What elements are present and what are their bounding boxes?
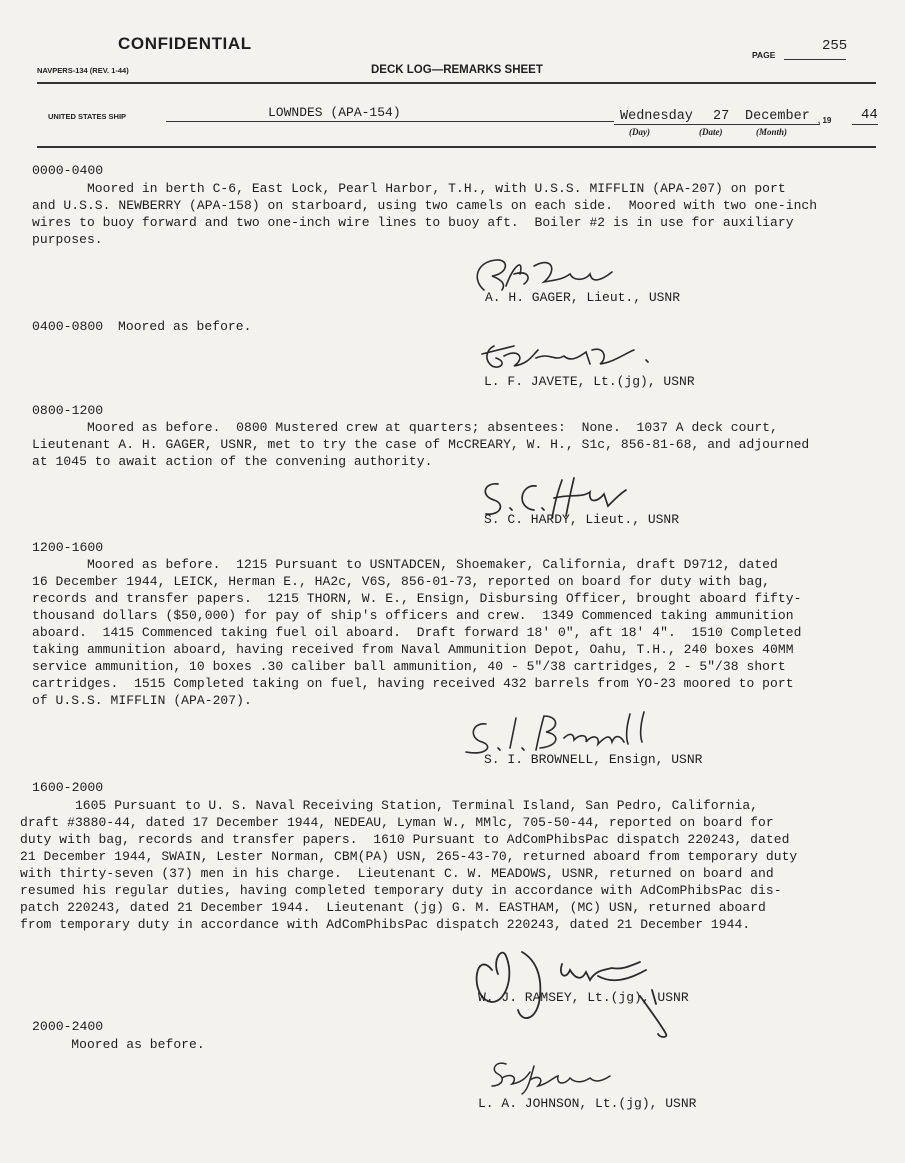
form-id: NAVPERS-134 (REV. 1-44) xyxy=(37,66,129,75)
remark-line: cartridges. 1515 Completed taking on fuel, having received 432 barrels from YO-23 moored to port xyxy=(32,676,794,691)
ship-label: UNITED STATES SHIP xyxy=(48,112,127,121)
remark-line: at 1045 to await action of the convening authority. xyxy=(32,454,433,469)
date-line xyxy=(614,124,820,125)
remark-line: 21 December 1944, SWAIN, Lester Norman, CBM(PA) USN, 265-43-70, returned aboard from temporary duty xyxy=(20,849,798,864)
year-value: 44 xyxy=(861,107,878,123)
remark-line: of U.S.S. MIFFLIN (APA-207). xyxy=(32,693,252,708)
remark-line: wires to buoy forward and two one-inch wire lines to buoy aft. Boiler #2 is in use for auxiliary xyxy=(32,215,794,230)
watch-time: 0400-0800 xyxy=(32,319,104,334)
page-number-line xyxy=(784,59,846,60)
watch-remarks xyxy=(32,419,809,470)
watch-remarks xyxy=(32,180,817,248)
watch-remarks xyxy=(32,556,801,709)
remark-line: Moored as before. 1215 Pursuant to USNTADCEN, Shoemaker, California, draft D9712, dated xyxy=(32,557,778,572)
year-prefix: , 19 xyxy=(818,116,832,125)
signature-name: S. I. BROWNELL, Ensign, USNR xyxy=(484,752,703,767)
remark-line: 1605 Pursuant to U. S. Naval Receiving Station, Terminal Island, San Pedro, California, xyxy=(20,798,759,813)
remark-line: draft #3880-44, dated 17 December 1944, NEDEAU, Lyman W., MMlc, 705-50-44, reported on board for xyxy=(20,815,774,830)
remark-line: service ammunition, 10 boxes .30 caliber ball ammunition, 40 - 5"/38 cartridges, 2 - 5"/38 short xyxy=(32,659,786,674)
remark-line: Lieutenant A. H. GAGER, USNR, met to try the case of McCREARY, W. H., S1c, 856-81-68, and adjourned xyxy=(32,437,810,452)
page-label: PAGE xyxy=(752,50,776,60)
watch-time: 0800-1200 xyxy=(32,403,104,418)
watch-time: 0000-0400 xyxy=(32,163,104,178)
remark-line: and U.S.S. NEWBERRY (APA-158) on starboard, using two camels on each side. Moored with two one-inch xyxy=(32,198,818,213)
remark-line: taking ammunition aboard, having received from Naval Ammunition Depot, Oahu, T.H., 240 boxes 40MM xyxy=(32,642,794,657)
top-rule xyxy=(37,82,876,84)
remark-line: 16 December 1944, LEICK, Herman E., HA2c, V6S, 856-01-73, reported on board for duty with bag, xyxy=(32,574,771,589)
remark-line: Moored in berth C-6, East Lock, Pearl Harbor, T.H., with U.S.S. MIFFLIN (APA-207) on port xyxy=(32,181,786,196)
confidential-stamp: CONFIDENTIAL xyxy=(118,34,252,53)
remark-line: Moored as before. xyxy=(32,1037,205,1052)
watch-remarks xyxy=(20,797,797,933)
signature-name: A. H. GAGER, Lieut., USNR xyxy=(485,290,681,305)
remark-line: resumed his regular duties, having completed temporary duty in accordance with AdComPhibsPac dis- xyxy=(20,883,782,898)
header-bottom-rule xyxy=(37,146,876,148)
watch-time: 1600-2000 xyxy=(32,780,104,795)
day-value: Wednesday xyxy=(620,109,693,124)
watch-time: 2000-2400 xyxy=(32,1019,104,1034)
signature-name: L. A. JOHNSON, Lt.(jg), USNR xyxy=(478,1096,697,1111)
watch-remarks: Moored as before. xyxy=(118,319,252,334)
remark-line: records and transfer papers. 1215 THORN, W. E., Ensign, Disbursing Officer, brought aboard fifty- xyxy=(32,591,802,606)
remark-line: thousand dollars ($50,000) for pay of ship's officers and crew. 1349 Commenced taking ammunition xyxy=(32,608,794,623)
remark-line: purposes. xyxy=(32,232,103,247)
watch-time: 1200-1600 xyxy=(32,540,104,555)
day-label: (Day) xyxy=(629,127,650,137)
signature-johnson xyxy=(482,1056,622,1096)
signature-brownell xyxy=(460,708,670,758)
date-label: (Date) xyxy=(699,127,723,137)
watch-remarks xyxy=(32,1036,205,1053)
sheet-title: DECK LOG—REMARKS SHEET xyxy=(371,64,543,76)
page-number: 255 xyxy=(822,38,848,54)
remark-line: from temporary duty in accordance with AdComPhibsPac dispatch 220243, dated 21 December 1944. xyxy=(20,917,751,932)
ship-name: LOWNDES (APA-154) xyxy=(268,105,401,120)
month-label: (Month) xyxy=(756,127,788,137)
signature-name: W. J. RAMSEY, Lt.(jg), USNR xyxy=(478,990,689,1005)
signature-name: S. C. HARDY, Lieut., USNR xyxy=(484,512,680,527)
remark-line: with thirty-seven (37) men in his charge. Lieutenant C. W. MEADOWS, USNR, returned on board and xyxy=(20,866,774,881)
date-value: 27 xyxy=(713,109,730,124)
signature-name: L. F. JAVETE, Lt.(jg), USNR xyxy=(484,374,695,389)
remark-line: duty with bag, records and transfer papers. 1610 Pursuant to AdComPhibsPac dispatch 220243, dated xyxy=(20,832,790,847)
remark-line: aboard. 1415 Commenced taking fuel oil aboard. Draft forward 18' 0", aft 18' 4". 1510 Completed xyxy=(32,625,802,640)
month-value: December xyxy=(745,109,810,124)
remark-line: Moored as before. 0800 Mustered crew at quarters; absentees: None. 1037 A deck court, xyxy=(32,420,778,435)
remark-line: patch 220243, dated 21 December 1944. Lieutenant (jg) G. M. EASTHAM, (MC) USN, returned aboard xyxy=(20,900,766,915)
signature-javete xyxy=(474,336,664,376)
